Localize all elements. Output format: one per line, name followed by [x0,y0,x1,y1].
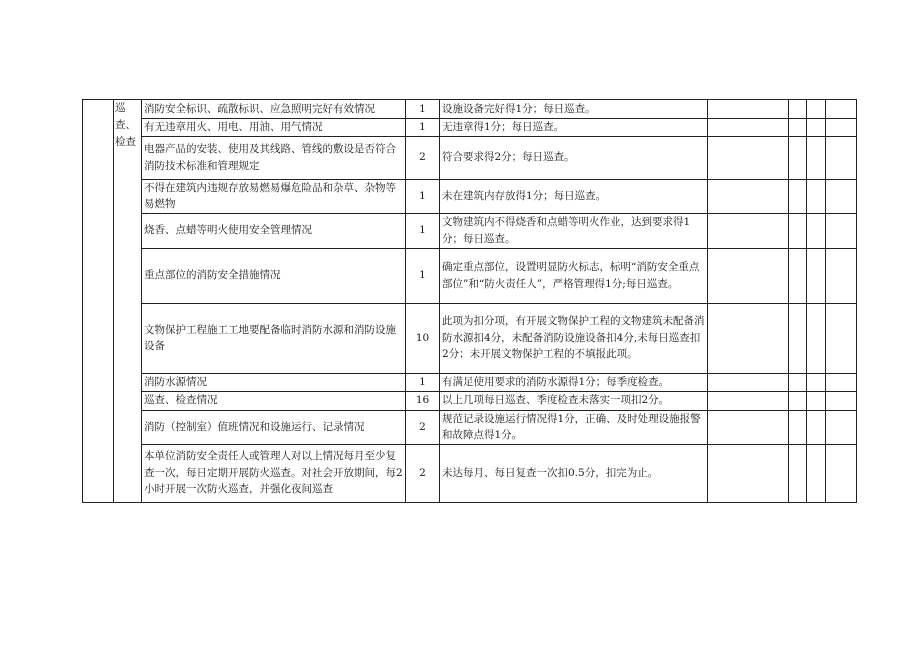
blank-cell [826,119,857,137]
blank-cell [807,179,826,213]
blank-cell [807,373,826,391]
table-row [83,444,857,502]
blank-cell [789,391,807,410]
item-cell: 不得在建筑内违规存放易燃易爆危险品和杂草、杂物等易燃物 [142,179,406,213]
score-cell: 1 [406,373,440,391]
blank-cell [807,303,826,373]
blank-cell [826,213,857,248]
blank-cell [708,100,789,119]
blank-cell [708,373,789,391]
blank-cell [826,391,857,410]
blank-cell [789,373,807,391]
blank-cell [789,410,807,444]
score-cell: 2 [406,444,440,502]
criteria-cell: 以上几项每日巡查、季度检查未落实一项扣2分。 [440,391,708,410]
score-cell: 1 [406,100,440,119]
score-cell: 2 [406,136,440,179]
table-row [83,391,857,410]
blank-cell [807,444,826,502]
blank-cell [708,119,789,137]
criteria-cell: 文物建筑内不得烧香和点蜡等明火作业，达到要求得1分；每日巡查。 [440,213,708,248]
item-cell: 消防安全标识、疏散标识、应急照明完好有效情况 [142,100,406,119]
criteria-cell: 未达每月、每日复查一次扣0.5分，扣完为止。 [440,444,708,502]
blank-cell [826,100,857,119]
blank-cell [789,444,807,502]
table-row [83,373,857,391]
blank-cell [789,303,807,373]
score-cell: 10 [406,303,440,373]
blank-cell [807,136,826,179]
item-cell: 有无违章用火、用电、用油、用气情况 [142,119,406,137]
score-cell: 1 [406,213,440,248]
blank-cell [807,100,826,119]
table-row [83,179,857,213]
criteria-cell: 确定重点部位，设置明显防火标志，标明“消防安全重点部位”和“防火责任人”，严格管理得1分;每日巡查。 [440,248,708,303]
score-cell: 1 [406,179,440,213]
blank-cell [789,179,807,213]
blank-cell [826,179,857,213]
blank-cell [826,373,857,391]
item-cell: 本单位消防安全责任人或管理人对以上情况每月至少复查一次，每日定期开展防火巡查。对社会开放期间，每2小时开展一次防火巡查，并强化夜间巡查 [142,444,406,502]
blank-cell [826,248,857,303]
blank-cell [807,391,826,410]
table-row [83,303,857,373]
blank-cell [789,136,807,179]
blank-cell [807,248,826,303]
criteria-cell: 此项为扣分项，有开展文物保护工程的文物建筑未配备消防水源扣4分，未配备消防设施设备扣4分,未每日巡查扣2分；未开展文物保护工程的不填报此项。 [440,303,708,373]
table-row [83,136,857,179]
category-label-line: 查、 [115,119,136,131]
blank-cell [807,410,826,444]
item-cell: 电器产品的安装、使用及其线路、管线的敷设是否符合消防技术标准和管理规定 [142,136,406,179]
blank-cell [826,136,857,179]
blank-cell [708,213,789,248]
table-row [83,213,857,248]
score-cell: 2 [406,410,440,444]
score-sheet [82,99,857,503]
blank-cell [789,100,807,119]
blank-cell [826,410,857,444]
table-row [83,119,857,137]
item-cell: 烧香、点蜡等明火使用安全管理情况 [142,213,406,248]
blank-cell [708,136,789,179]
item-cell: 消防水源情况 [142,373,406,391]
item-cell: 重点部位的消防安全措施情况 [142,248,406,303]
table-row [83,410,857,444]
blank-cell [807,213,826,248]
score-cell: 1 [406,248,440,303]
item-cell: 巡查、检查情况 [142,391,406,410]
category-cell [114,100,142,503]
blank-cell [789,119,807,137]
blank-cell [789,248,807,303]
criteria-cell: 符合要求得2分；每日巡查。 [440,136,708,179]
criteria-cell: 设施设备完好得1分；每日巡查。 [440,100,708,119]
fire-safety-inspection-table [82,99,857,503]
table-row [83,100,857,119]
blank-cell [708,391,789,410]
blank-cell [789,213,807,248]
score-cell: 1 [406,119,440,137]
blank-cell [708,303,789,373]
blank-cell [826,444,857,502]
criteria-cell: 未在建筑内存放得1分；每日巡查。 [440,179,708,213]
blank-cell [708,444,789,502]
criteria-cell: 规范记录设施运行情况得1分，正确、及时处理设施报警和故障点得1分。 [440,410,708,444]
blank-cell [826,303,857,373]
item-cell: 消防（控制室）值班情况和设施运行、记录情况 [142,410,406,444]
blank-cell [807,119,826,137]
category-label-line: 巡 [115,102,126,114]
score-cell: 16 [406,391,440,410]
blank-cell [708,410,789,444]
blank-left-cell [83,100,114,503]
item-cell: 文物保护工程施工工地要配备临时消防水源和消防设施设备 [142,303,406,373]
blank-cell [708,179,789,213]
category-label-line: 检查 [115,136,136,148]
table-row [83,248,857,303]
criteria-cell: 无违章得1分；每日巡查。 [440,119,708,137]
blank-cell [708,248,789,303]
criteria-cell: 有满足使用要求的消防水源得1分；每季度检查。 [440,373,708,391]
